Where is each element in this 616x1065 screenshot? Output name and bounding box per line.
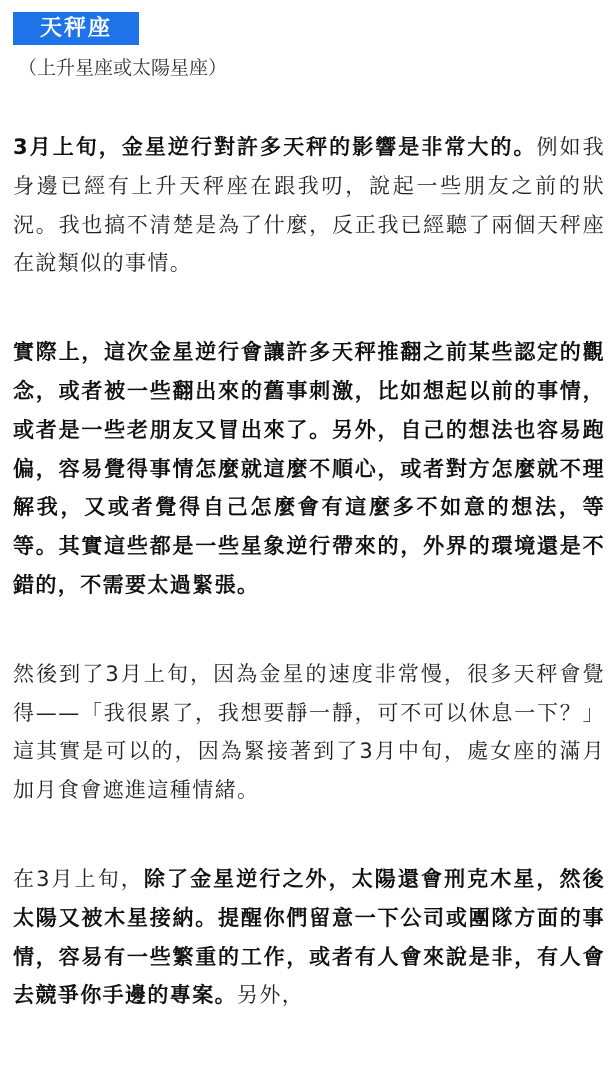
paragraph-4-end: 另外， — [237, 983, 305, 1008]
paragraph-1 — [13, 128, 605, 283]
paragraph-4-start: 在3月上旬， — [13, 866, 144, 891]
article-body — [13, 128, 605, 1065]
paragraph-1-text: 例如我身邊已經有上升天秤座在跟我叨，說起一些朋友之前的狀況。我也搞不清楚是為了什麼，反正我已經聽了兩個天秤座在說類似的事情。 — [13, 135, 605, 276]
paragraph-4-bold: 除了金星逆行之外，太陽還會刑克木星，然後太陽又被木星接納。提醒你們留意一下公司或團隊方面的事情，容易有一些繁重的工作，或者有人會來說是非，有人會去競爭你手邊的專案。 — [13, 866, 606, 1008]
section-title-badge: 天秤座 — [13, 12, 139, 45]
paragraph-2: 實際上，這次金星逆行會讓許多天秤推翻之前某些認定的觀念，或者被一些翻出來的舊事刺激，比如想起以前的事情，或者是一些老朋友又冒出來了。另外，自己的想法也容易跑偏，容易覺得事情怎麼就這麼不順心，或者對方怎麼就不理解我，又或者覺得自己怎麼會有這麼多不如意的想法，等等。其實這些都是一些星象逆行帶來的，外界的環境還是不錯的，不需要太過緊張。 — [13, 340, 605, 597]
section-subtitle: （上升星座或太陽星座） — [18, 57, 228, 79]
paragraph-1-lead: 3月上旬，金星逆行對許多天秤的影響是非常大的。 — [13, 135, 537, 159]
paragraph-4 — [13, 860, 605, 1015]
paragraph-3: 然後到了3月上旬，因為金星的速度非常慢，很多天秤會覺得——「我很累了，我想要靜一靜，可不可以休息一下？」這其實是可以的，因為緊接著到了3月中旬，處女座的滿月加月食會遮進這種情緒。 — [13, 661, 605, 803]
